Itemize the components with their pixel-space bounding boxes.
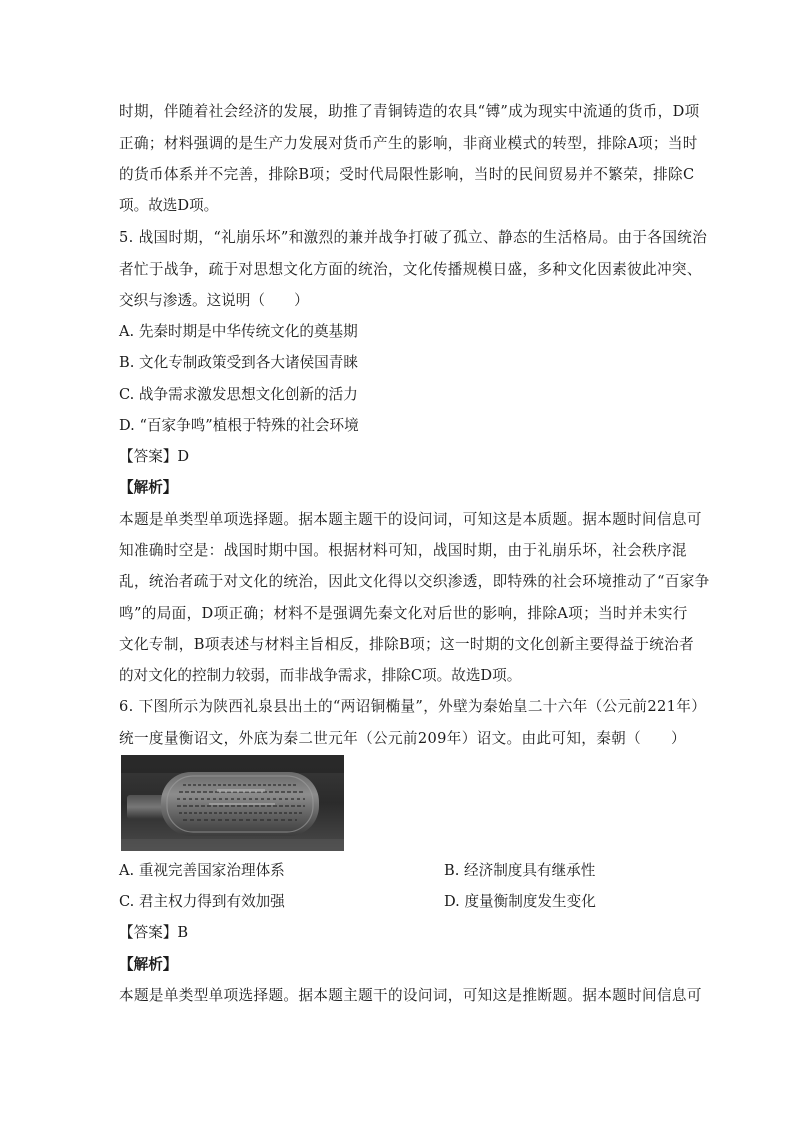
q4-analysis-line: 的货币体系并不完善，排除B项；受时代局限性影响，当时的民间贸易并不繁荣，排除C	[119, 166, 695, 183]
q5-analysis-line: 的对文化的控制力较弱，而非战争需求，排除C项。故选D项。	[119, 667, 522, 684]
q6-option-d: D. 度量衡制度发生变化	[444, 893, 596, 910]
q5-option-b: B. 文化专制政策受到各大诸侯国青睐	[119, 354, 358, 371]
q5-analysis-label: 【解析】	[119, 479, 178, 496]
q5-option-c: C. 战争需求激发思想文化创新的活力	[119, 386, 358, 403]
q5-option-a: A. 先秦时期是中华传统文化的奠基期	[119, 323, 358, 340]
q5-analysis-line: 文化专制，B项表述与材料主旨相反，排除B项；这一时期的文化创新主要得益于统治者	[119, 636, 695, 653]
q6-stem-line: 统一度量衡诏文，外底为秦二世元年（公元前209年）诏文。由此可知，秦朝（ ）	[119, 730, 686, 747]
q6-answer: 【答案】B	[119, 924, 189, 941]
q5-analysis-line: 乱，统治者疏于对文化的统治，因此文化得以交织渗透，即特殊的社会环境推动了“百家争	[119, 573, 710, 590]
q6-option-c: C. 君主权力得到有效加强	[119, 893, 285, 910]
q6-analysis-label: 【解析】	[119, 956, 178, 973]
q4-analysis-line: 时期，伴随着社会经济的发展，助推了青铜铸造的农具“镈”成为现实中流通的货币，D项	[119, 103, 700, 120]
q5-answer: 【答案】D	[119, 448, 190, 465]
bronze-measure-photo	[121, 755, 344, 851]
q5-stem-line: 5. 战国时期，“礼崩乐坏”和激烈的兼并战争打破了孤立、静态的生活格局。由于各国统治	[119, 229, 708, 246]
q6-option-a: A. 重视完善国家治理体系	[119, 862, 285, 879]
q6-stem-line: 6. 下图所示为陕西礼泉县出土的“两诏铜椭量”，外壁为秦始皇二十六年（公元前221年）	[119, 698, 707, 715]
q4-analysis-line: 正确；材料强调的是生产力发展对货币产生的影响，非商业模式的转型，排除A项；当时	[119, 135, 698, 152]
q6-analysis-line: 本题是单类型单项选择题。据本题主题干的设问词，可知这是推断题。据本题时间信息可	[119, 987, 702, 1004]
q5-analysis-line: 本题是单类型单项选择题。据本题主题干的设问词，可知这是本质题。据本题时间信息可	[119, 511, 702, 528]
q5-stem-line: 交织与渗透。这说明（ ）	[119, 292, 309, 309]
q5-analysis-line: 鸣”的局面，D项正确；材料不是强调先秦文化对后世的影响，排除A项；当时并未实行	[119, 605, 688, 622]
q5-stem-line: 者忙于战争，疏于对思想文化方面的统治，文化传播规模日盛，多种文化因素彼此冲突、	[119, 261, 702, 278]
q4-analysis-line: 项。故选D项。	[119, 197, 219, 214]
bronze-measure-illustration	[121, 755, 344, 851]
q6-option-b: B. 经济制度具有继承性	[444, 862, 596, 879]
q5-analysis-line: 知准确时空是：战国时期中国。根据材料可知，战国时期，由于礼崩乐坏，社会秩序混	[119, 542, 687, 559]
q5-option-d: D. “百家争鸣”植根于特殊的社会环境	[119, 417, 359, 434]
